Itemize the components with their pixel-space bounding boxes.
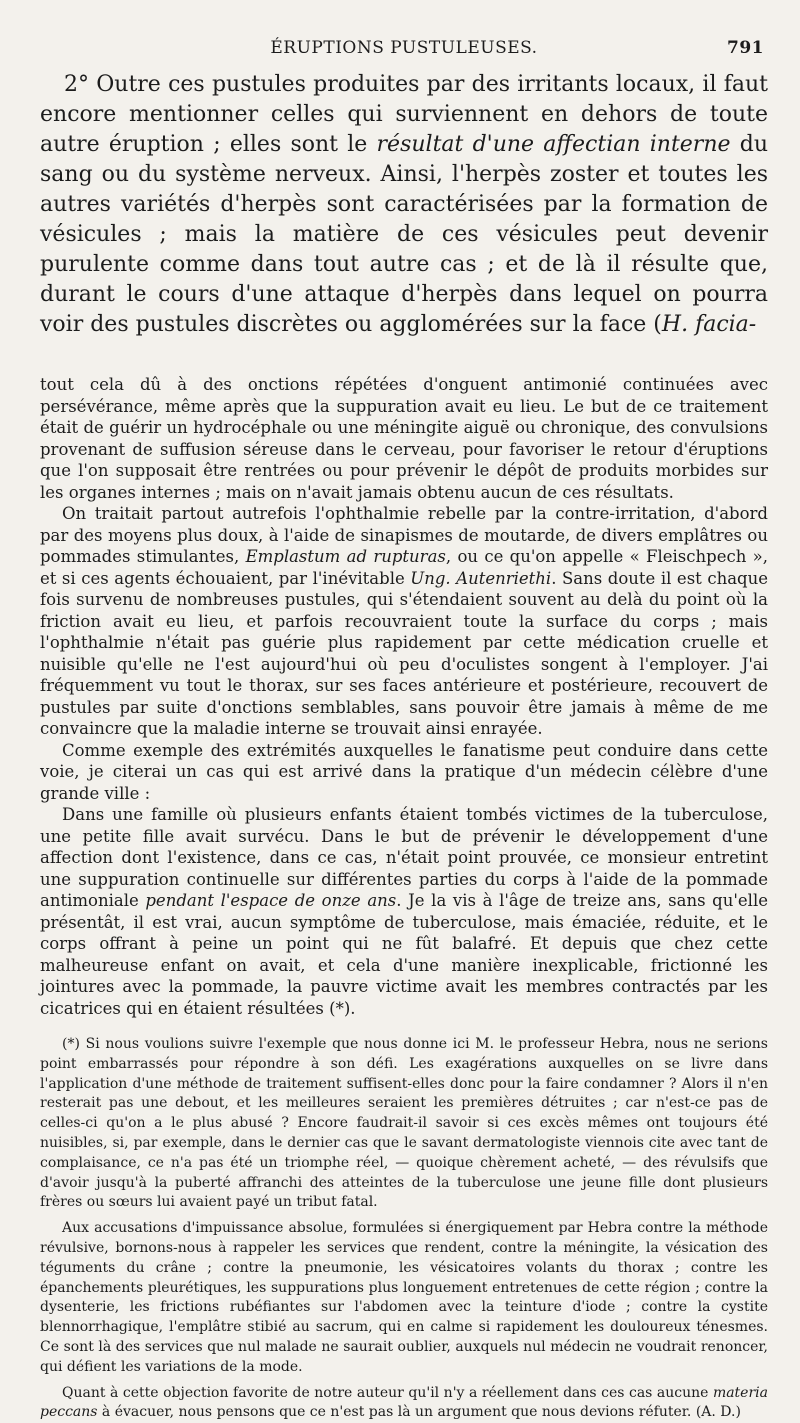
p4-emphasis: pendant l'espace de onze ans bbox=[145, 891, 397, 910]
footnote-2: Aux accusations d'impuissance absolue, formulées si énergiquement par Hebra contre la méthode révulsive, bornons-nous à rappeler les services que rendent, contre la méningite, la vésication des téguments du crâne ; contre la pneumonie, les vésicatoires volants du thorax ; contre les épanchements pleurétiques, les suppurations plus longuement entretenues de cette région ; contre la dysenterie, les frictions rubéfiantes sur l'abdomen avec la teinture d'iode ; contre la cystite blennorrhagique, l'emplâtre stibié au sacrum, qui en calme si rapidement les douloureux ténesmes. Ce sont là des services que nul malade ne saurait oublier, auxquels nul médecin ne voudrait renoncer, qui défient les variations de la mode. bbox=[40, 1220, 768, 1375]
footnote-1: (*) Si nous voulions suivre l'exemple que nous donne ici M. le professeur Hebra, nous ne serions point embarrassés pour répondre à son défi. Les exagérations auxquelles on se livre dans l'application d'une méthode de traitement suffisent-elles donc pour la faire condamner ? Alors il n'en resterait pas une debout, et les meilleures seraient les premières détruites ; car n'est-ce pas de celles-ci qu'on a le plus abusé ? Encore faudrait-il savoir si ces excès mêmes ont toujours été nuisibles, si, par exemple, dans le dernier cas que le savant dermatologiste viennois cite avec tant de complaisance, ce n'a pas été un triomphe réel, — quoique chèrement acheté, — des révulsifs que d'avoir jusqu'à la puberté affranchi des atteintes de la tuberculose une jeune fille dont plusieurs frères ou sœurs lui avaient payé un tribut fatal. bbox=[40, 1036, 768, 1211]
lead-emphasis-2: H. facia- bbox=[661, 312, 757, 337]
n3-text-2: à évacuer, nous pensons que ce n'est pas là un argument que nous devions réfuter. (A. D.) bbox=[97, 1404, 741, 1421]
p4-text-2: . Je la vis à l'âge de treize ans, sans qu'elle présentât, il est vrai, aucun symptôme de tuberculose, mais émaciée, réduite, et le corps offrant à peine un point qui ne fût balafré. Et depuis que chez cette malheureuse enfant on avait, et cela d'une manière inexplicable, frictionné les jointures avec la pommade, la pauvre victime avait les membres contractés par les cicatrices qui en étaient résultées (*). bbox=[40, 891, 768, 1018]
p2-emphasis-1: Emplastum ad rupturas bbox=[245, 547, 446, 566]
running-title: ÉRUPTIONS PUSTULEUSES. bbox=[270, 38, 538, 58]
footnotes bbox=[40, 1035, 768, 1423]
lead-text-2: du sang ou du système nerveux. Ainsi, l'herpès zoster et toutes les autres variétés d'herpès sont caractérisées par la formation de vésicules ; mais la matière de ces vésicules peut devenir purulente comme dans tout autre cas ; et de là il résulte que, durant le cours d'une attaque d'herpès dans lequel on pourra voir des pustules discrètes ou agglomérées sur la face ( bbox=[40, 132, 768, 337]
body-paragraph-2 bbox=[40, 503, 768, 740]
lead-emphasis-1: résultat d'une affectian interne bbox=[376, 132, 731, 157]
running-head bbox=[40, 30, 768, 60]
lead-paragraph bbox=[40, 70, 768, 340]
body-paragraph-4 bbox=[40, 804, 768, 1019]
lead-text-1: 2° Outre ces pustules produites par des irritants locaux, il faut encore mentionner celles qui surviennent en dehors de toute autre éruption ; elles sont le bbox=[40, 72, 768, 157]
p2-text-2: , ou ce qu'on appelle « Fleischpech », et si ces agents échouaient, par l'inévitable bbox=[40, 547, 768, 588]
p2-text-1: On traitait partout autrefois l'ophthalmie rebelle par la contre-irritation, d'abord par des moyens plus doux, à l'aide de sinapismes de moutarde, de divers emplâtres ou pommades stimulantes, bbox=[40, 504, 768, 566]
body-text bbox=[40, 374, 768, 1019]
p2-text-3: . Sans doute il est chaque fois survenu de nombreuses pustules, qui s'étendaient souvent au delà du point où la friction avait eu lieu, et parfois recouvraient toute la surface du corps ; mais l'ophthalmie n'était pas guérie plus rapidement par cette médication cruelle et nuisible qu'elle ne l'est aujourd'hui où peu d'oculistes songent à l'employer. J'ai fréquemment vu tout le thorax, sur ses faces antérieure et postérieure, recouvert de pustules par suite d'onctions semblables, sans pouvoir être jamais à même de me convaincre que la maladie interne se trouvait ainsi enrayée. bbox=[40, 568, 768, 738]
n3-emphasis: materia peccans bbox=[40, 1384, 768, 1421]
n3-text-1: Quant à cette objection favorite de notre auteur qu'il n'y a réellement dans ces cas aucune bbox=[62, 1384, 713, 1401]
body-paragraph-1: tout cela dû à des onctions répétées d'onguent antimonié continuées avec persévérance, même après que la suppuration avait eu lieu. Le but de ce traitement était de guérir un hydrocéphale ou une méningite aiguë ou chronique, des convulsions provenant de suffusion séreuse dans le cerveau, pour favoriser le retour d'éruptions que l'on supposait être rentrées ou pour prévenir le dépôt de produits morbides sur les organes internes ; mais on n'avait jamais obtenu aucun de ces résultats. bbox=[40, 375, 768, 502]
footnote-3 bbox=[40, 1384, 768, 1423]
body-paragraph-3: Comme exemple des extrémités auxquelles le fanatisme peut conduire dans cette voie, je citerai un cas qui est arrivé dans la pratique d'un médecin célèbre d'une grande ville : bbox=[40, 740, 768, 803]
p2-emphasis-2: Ung. Autenriethi bbox=[410, 568, 552, 588]
page-number: 791 bbox=[727, 38, 764, 58]
p4-text-1: Dans une famille où plusieurs enfants étaient tombés victimes de la tuberculose, une petite fille avait survécu. Dans le but de prévenir le développement d'une affection dont l'existence, dans ce cas, n'était point prouvée, ce monsieur entretint une suppuration continuelle sur différentes parties du corps à l'aide de la pommade antimoniale bbox=[40, 805, 768, 910]
